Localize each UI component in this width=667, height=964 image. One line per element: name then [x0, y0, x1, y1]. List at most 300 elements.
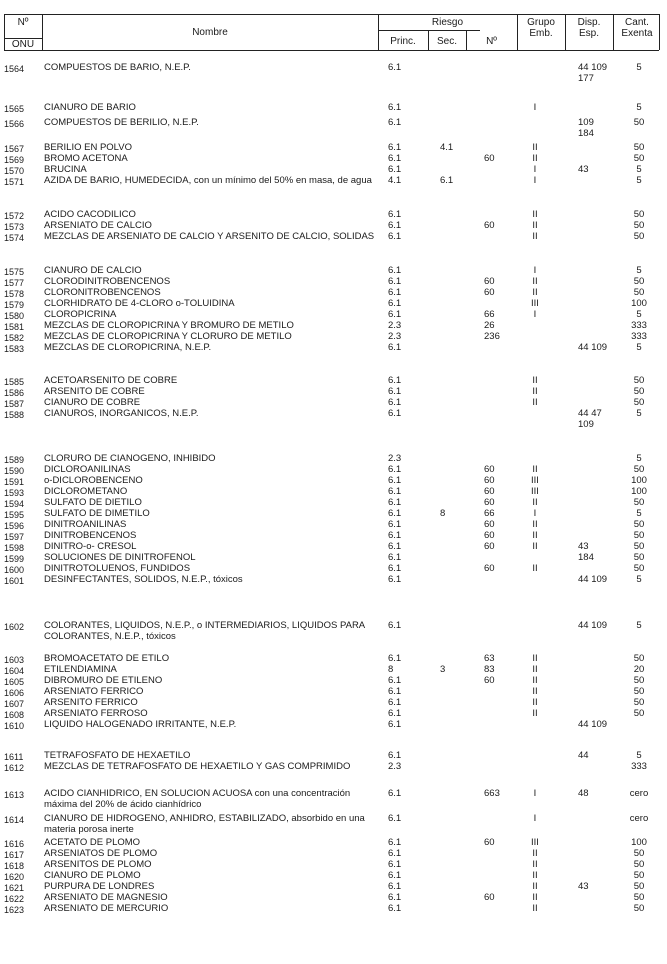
- substance-name: MEZCLAS DE TETRAFOSFATO DE HEXAETILO Y GAS COMPRIMIDO: [44, 761, 351, 772]
- onu-number: 1606: [4, 688, 25, 698]
- substance-name: ARSENITO FERRICO: [44, 697, 138, 708]
- exempt-quantity: 50: [633, 708, 645, 719]
- substance-name: SOLUCIONES DE DINITROFENOL: [44, 552, 196, 563]
- special-provisions: 44 47 109: [578, 408, 602, 430]
- special-provisions: 44 109: [578, 574, 608, 585]
- risk-principal: 6.1: [388, 859, 402, 870]
- special-provisions: 184: [578, 552, 594, 563]
- onu-number: 1602: [4, 622, 25, 632]
- header-no-label: Nº: [17, 17, 29, 28]
- substance-name: MEZCLAS DE CLOROPICRINA, N.E.P.: [44, 342, 212, 353]
- risk-number: 60: [484, 220, 495, 231]
- packing-group: II: [532, 881, 538, 892]
- onu-number: 1605: [4, 677, 25, 687]
- packing-group: II: [532, 686, 538, 697]
- risk-principal: 6.1: [388, 574, 402, 585]
- substance-name: CIANURO DE PLOMO: [44, 870, 141, 881]
- risk-principal: 6.1: [388, 209, 402, 220]
- onu-number: 1581: [4, 322, 25, 332]
- risk-principal: 6.1: [388, 837, 402, 848]
- risk-principal: 6.1: [388, 708, 402, 719]
- substance-name: ARSENIATOS DE PLOMO: [44, 848, 158, 859]
- exempt-quantity: 50: [633, 153, 645, 164]
- risk-number: 66: [484, 508, 495, 519]
- header-col-divider-disp: [613, 14, 614, 50]
- risk-principal: 6.1: [388, 386, 402, 397]
- packing-group: I: [533, 788, 537, 799]
- packing-group: I: [533, 265, 537, 276]
- risk-principal: 6.1: [388, 653, 402, 664]
- risk-principal: 6.1: [388, 265, 402, 276]
- risk-number: 63: [484, 653, 495, 664]
- exempt-quantity: 50: [633, 464, 645, 475]
- onu-number: 1571: [4, 177, 25, 187]
- substance-name: o-DICLOROBENCENO: [44, 475, 143, 486]
- onu-number: 1598: [4, 543, 25, 553]
- substance-name: SULFATO DE DIMETILO: [44, 508, 150, 519]
- packing-group: II: [532, 848, 538, 859]
- packing-group: II: [532, 697, 538, 708]
- exempt-quantity: 50: [633, 892, 645, 903]
- risk-principal: 6.1: [388, 102, 402, 113]
- onu-number: 1587: [4, 399, 25, 409]
- packing-group: II: [532, 276, 538, 287]
- substance-name: DINITROBENCENOS: [44, 530, 137, 541]
- packing-group: II: [532, 530, 538, 541]
- packing-group: II: [532, 287, 538, 298]
- risk-principal: 6.1: [388, 497, 402, 508]
- risk-secondary: 6.1: [440, 175, 454, 186]
- onu-number: 1589: [4, 455, 25, 465]
- exempt-quantity: 50: [633, 903, 645, 914]
- risk-principal: 6.1: [388, 519, 402, 530]
- risk-principal: 2.3: [388, 331, 402, 342]
- header-princ-label: Princ.: [390, 36, 416, 47]
- onu-number: 1622: [4, 894, 25, 904]
- risk-principal: 6.1: [388, 475, 402, 486]
- special-provisions: 44 109: [578, 620, 608, 631]
- substance-name: BERILIO EN POLVO: [44, 142, 132, 153]
- packing-group: II: [532, 375, 538, 386]
- exempt-quantity: 50: [633, 881, 645, 892]
- exempt-quantity: 5: [636, 265, 642, 276]
- risk-principal: 6.1: [388, 397, 402, 408]
- onu-number: 1608: [4, 710, 25, 720]
- onu-number: 1564: [4, 64, 25, 74]
- exempt-quantity: 5: [636, 102, 642, 113]
- packing-group: I: [533, 508, 537, 519]
- risk-principal: 6.1: [388, 750, 402, 761]
- onu-number: 1583: [4, 344, 25, 354]
- onu-number: 1596: [4, 521, 25, 531]
- risk-principal: 6.1: [388, 870, 402, 881]
- exempt-quantity: 50: [633, 519, 645, 530]
- risk-number: 60: [484, 530, 495, 541]
- risk-principal: 6.1: [388, 848, 402, 859]
- onu-number: 1579: [4, 300, 25, 310]
- substance-name: BROMO ACETONA: [44, 153, 128, 164]
- risk-number: 66: [484, 309, 495, 320]
- risk-number: 60: [484, 837, 495, 848]
- header-name-label: Nombre: [192, 27, 228, 38]
- onu-number: 1566: [4, 119, 25, 129]
- substance-name: DICLOROMETANO: [44, 486, 128, 497]
- substance-name: CLORURO DE CIANOGENO, INHIBIDO: [44, 453, 216, 464]
- exempt-quantity: cero: [629, 813, 649, 824]
- substance-name: PURPURA DE LONDRES: [44, 881, 155, 892]
- packing-group: II: [532, 664, 538, 675]
- risk-principal: 6.1: [388, 276, 402, 287]
- risk-principal: 6.1: [388, 788, 402, 799]
- risk-number: 60: [484, 486, 495, 497]
- special-provisions: 48: [578, 788, 589, 799]
- header-riesgo-label: Riesgo: [431, 17, 464, 28]
- packing-group: II: [532, 541, 538, 552]
- risk-principal: 6.1: [388, 563, 402, 574]
- risk-principal: 6.1: [388, 675, 402, 686]
- exempt-quantity: 100: [631, 837, 647, 848]
- substance-name: DINITROANILINAS: [44, 519, 127, 530]
- risk-principal: 6.1: [388, 903, 402, 914]
- onu-number: 1600: [4, 565, 25, 575]
- substance-name: MEZCLAS DE CLOROPICRINA Y BROMURO DE METILO: [44, 320, 294, 331]
- substance-name: TETRAFOSFATO DE HEXAETILO: [44, 750, 191, 761]
- exempt-quantity: 5: [636, 408, 642, 419]
- exempt-quantity: 20: [633, 664, 645, 675]
- packing-group: II: [532, 386, 538, 397]
- substance-name: ARSENIATO DE MAGNESIO: [44, 892, 168, 903]
- exempt-quantity: 5: [636, 574, 642, 585]
- substance-name: ACETATO DE PLOMO: [44, 837, 141, 848]
- substance-name: ARSENIATO FERROSO: [44, 708, 148, 719]
- special-provisions: 44 109: [578, 719, 608, 730]
- risk-principal: 6.1: [388, 508, 402, 519]
- packing-group: II: [532, 892, 538, 903]
- header-riesgo-rule: [378, 30, 480, 31]
- exempt-quantity: 5: [636, 508, 642, 519]
- packing-group: II: [532, 870, 538, 881]
- exempt-quantity: 50: [633, 675, 645, 686]
- risk-principal: 6.1: [388, 342, 402, 353]
- onu-number: 1570: [4, 166, 25, 176]
- onu-number: 1599: [4, 554, 25, 564]
- onu-number: 1580: [4, 311, 25, 321]
- onu-number: 1569: [4, 155, 25, 165]
- substance-name: ARSENIATO DE MERCURIO: [44, 903, 169, 914]
- substance-name: ARSENITOS DE PLOMO: [44, 859, 152, 870]
- onu-number: 1588: [4, 410, 25, 420]
- exempt-quantity: 50: [633, 231, 645, 242]
- risk-principal: 6.1: [388, 892, 402, 903]
- onu-number: 1616: [4, 839, 25, 849]
- packing-group: II: [532, 675, 538, 686]
- packing-group: II: [532, 903, 538, 914]
- exempt-quantity: 50: [633, 653, 645, 664]
- risk-number: 26: [484, 320, 495, 331]
- packing-group: I: [533, 164, 537, 175]
- risk-secondary: 8: [440, 508, 446, 519]
- risk-principal: 6.1: [388, 62, 402, 73]
- substance-name: ETILENDIAMINA: [44, 664, 117, 675]
- onu-number: 1565: [4, 104, 25, 114]
- packing-group: II: [532, 497, 538, 508]
- risk-principal: 6.1: [388, 686, 402, 697]
- substance-name: CLOROPICRINA: [44, 309, 117, 320]
- onu-number: 1586: [4, 388, 25, 398]
- risk-principal: 4.1: [388, 175, 402, 186]
- exempt-quantity: 50: [633, 386, 645, 397]
- exempt-quantity: 333: [631, 331, 647, 342]
- special-provisions: 44 109: [578, 342, 608, 353]
- risk-number: 60: [484, 675, 495, 686]
- exempt-quantity: 50: [633, 530, 645, 541]
- substance-name: DIBROMURO DE ETILENO: [44, 675, 163, 686]
- risk-number: 60: [484, 464, 495, 475]
- onu-number: 1582: [4, 333, 25, 343]
- risk-principal: 6.1: [388, 287, 402, 298]
- exempt-quantity: 50: [633, 220, 645, 231]
- packing-group: I: [533, 309, 537, 320]
- packing-group: I: [533, 813, 537, 824]
- exempt-quantity: cero: [629, 788, 649, 799]
- risk-number: 83: [484, 664, 495, 675]
- substance-name: CLORHIDRATO DE 4-CLORO o-TOLUIDINA: [44, 298, 235, 309]
- packing-group: II: [532, 220, 538, 231]
- risk-number: 60: [484, 563, 495, 574]
- exempt-quantity: 5: [636, 342, 642, 353]
- packing-group: III: [531, 837, 539, 848]
- special-provisions: 43: [578, 164, 589, 175]
- packing-group: III: [531, 298, 539, 309]
- substance-name: AZIDA DE BARIO, HUMEDECIDA, con un mínimo del 50% en masa, de agua: [44, 175, 372, 186]
- packing-group: II: [532, 142, 538, 153]
- risk-principal: 2.3: [388, 453, 402, 464]
- risk-principal: 6.1: [388, 552, 402, 563]
- risk-principal: 6.1: [388, 408, 402, 419]
- risk-number: 236: [484, 331, 500, 342]
- exempt-quantity: 333: [631, 320, 647, 331]
- exempt-quantity: 100: [631, 475, 647, 486]
- risk-principal: 8: [388, 664, 394, 675]
- onu-number: 1578: [4, 289, 25, 299]
- header-num-label: Nº: [486, 36, 497, 47]
- substance-name: CIANURO DE CALCIO: [44, 265, 142, 276]
- risk-secondary: 3: [440, 664, 446, 675]
- risk-principal: 6.1: [388, 164, 402, 175]
- substance-name: DINITRO-o- CRESOL: [44, 541, 137, 552]
- risk-principal: 6.1: [388, 309, 402, 320]
- header-sec-label: Sec.: [436, 36, 457, 47]
- onu-number: 1567: [4, 144, 25, 154]
- risk-principal: 6.1: [388, 813, 402, 824]
- substance-name: DINITROTOLUENOS, FUNDIDOS: [44, 563, 191, 574]
- packing-group: II: [532, 519, 538, 530]
- exempt-quantity: 50: [633, 276, 645, 287]
- risk-principal: 6.1: [388, 117, 402, 128]
- substance-name: ACIDO CIANHIDRICO, EN SOLUCION ACUOSA con una concentración máxima del 20% de ácido cianhídrico: [44, 788, 351, 810]
- exempt-quantity: 5: [636, 175, 642, 186]
- onu-number: 1617: [4, 850, 25, 860]
- header-grupo-label: Grupo Emb.: [527, 17, 555, 39]
- exempt-quantity: 50: [633, 117, 645, 128]
- onu-number: 1610: [4, 721, 25, 731]
- packing-group: III: [531, 486, 539, 497]
- onu-number: 1601: [4, 576, 25, 586]
- onu-number: 1612: [4, 763, 25, 773]
- exempt-quantity: 50: [633, 859, 645, 870]
- risk-number: 60: [484, 541, 495, 552]
- substance-name: DICLOROANILINAS: [44, 464, 131, 475]
- exempt-quantity: 333: [631, 761, 647, 772]
- risk-principal: 6.1: [388, 620, 402, 631]
- exempt-quantity: 50: [633, 541, 645, 552]
- substance-name: DESINFECTANTES, SOLIDOS, N.E.P., tóxicos: [44, 574, 243, 585]
- substance-name: COLORANTES, LIQUIDOS, N.E.P., o INTERMEDIARIOS, LIQUIDOS PARA COLORANTES, N.E.P., tóxicos: [44, 620, 365, 642]
- substance-name: CLORODINITROBENCENOS: [44, 276, 171, 287]
- exempt-quantity: 50: [633, 209, 645, 220]
- substance-name: ACIDO CACODILICO: [44, 209, 136, 220]
- risk-principal: 6.1: [388, 881, 402, 892]
- packing-group: II: [532, 464, 538, 475]
- header-top-rule: [4, 14, 659, 15]
- risk-number: 60: [484, 892, 495, 903]
- special-provisions: 109 184: [578, 117, 594, 139]
- packing-group: I: [533, 102, 537, 113]
- onu-number: 1594: [4, 499, 25, 509]
- onu-number: 1623: [4, 905, 25, 915]
- substance-name: ARSENIATO FERRICO: [44, 686, 144, 697]
- onu-number: 1591: [4, 477, 25, 487]
- onu-number: 1593: [4, 488, 25, 498]
- substance-name: ARSENIATO DE CALCIO: [44, 220, 152, 231]
- special-provisions: 43: [578, 541, 589, 552]
- header-onu-label: ONU: [11, 39, 35, 50]
- exempt-quantity: 50: [633, 697, 645, 708]
- risk-principal: 6.1: [388, 153, 402, 164]
- exempt-quantity: 5: [636, 164, 642, 175]
- header-right-rule: [659, 14, 660, 50]
- onu-number: 1620: [4, 872, 25, 882]
- exempt-quantity: 100: [631, 298, 647, 309]
- packing-group: II: [532, 859, 538, 870]
- substance-name: BROMOACETATO DE ETILO: [44, 653, 170, 664]
- exempt-quantity: 50: [633, 397, 645, 408]
- risk-principal: 6.1: [388, 231, 402, 242]
- onu-number: 1595: [4, 510, 25, 520]
- onu-number: 1585: [4, 377, 25, 387]
- exempt-quantity: 50: [633, 848, 645, 859]
- onu-number: 1572: [4, 211, 25, 221]
- header-disp-label: Disp. Esp.: [577, 17, 601, 39]
- risk-principal: 6.1: [388, 697, 402, 708]
- risk-principal: 6.1: [388, 486, 402, 497]
- substance-name: CIANURO DE BARIO: [44, 102, 136, 113]
- substance-name: CLORONITROBENCENOS: [44, 287, 161, 298]
- risk-principal: 6.1: [388, 298, 402, 309]
- risk-number: 60: [484, 475, 495, 486]
- packing-group: II: [532, 153, 538, 164]
- substance-name: CIANUROS, INORGANICOS, N.E.P.: [44, 408, 199, 419]
- exempt-quantity: 5: [636, 62, 642, 73]
- risk-principal: 6.1: [388, 719, 402, 730]
- onu-number: 1590: [4, 466, 25, 476]
- substance-name: COMPUESTOS DE BARIO, N.E.P.: [44, 62, 191, 73]
- risk-principal: 6.1: [388, 375, 402, 386]
- substance-name: ARSENITO DE COBRE: [44, 386, 145, 397]
- onu-number: 1621: [4, 883, 25, 893]
- substance-name: LIQUIDO HALOGENADO IRRITANTE, N.E.P.: [44, 719, 237, 730]
- risk-principal: 6.1: [388, 142, 402, 153]
- risk-principal: 6.1: [388, 541, 402, 552]
- substance-name: MEZCLAS DE CLOROPICRINA Y CLORURO DE METILO: [44, 331, 292, 342]
- risk-number: 60: [484, 276, 495, 287]
- substance-name: COMPUESTOS DE BERILIO, N.E.P.: [44, 117, 199, 128]
- substance-name: CIANURO DE HIDROGENO, ANHIDRO, ESTABILIZADO, absorbido en una materia porosa inerte: [44, 813, 365, 835]
- onu-number: 1614: [4, 815, 25, 825]
- risk-principal: 6.1: [388, 464, 402, 475]
- exempt-quantity: 5: [636, 750, 642, 761]
- exempt-quantity: 50: [633, 287, 645, 298]
- packing-group: II: [532, 397, 538, 408]
- onu-number: 1603: [4, 655, 25, 665]
- packing-group: II: [532, 563, 538, 574]
- onu-number: 1604: [4, 666, 25, 676]
- packing-group: I: [533, 175, 537, 186]
- header-cant-label: Cant. Exenta: [621, 17, 653, 39]
- header-bottom-rule: [4, 50, 659, 51]
- onu-number: 1613: [4, 790, 25, 800]
- onu-number: 1611: [4, 752, 24, 762]
- special-provisions: 44: [578, 750, 589, 761]
- substance-name: BRUCINA: [44, 164, 87, 175]
- substance-name: CIANURO DE COBRE: [44, 397, 141, 408]
- risk-number: 60: [484, 287, 495, 298]
- substance-name: SULFATO DE DIETILO: [44, 497, 142, 508]
- risk-number: 663: [484, 788, 500, 799]
- exempt-quantity: 50: [633, 142, 645, 153]
- special-provisions: 44 109 177: [578, 62, 608, 84]
- exempt-quantity: 50: [633, 563, 645, 574]
- risk-principal: 6.1: [388, 220, 402, 231]
- exempt-quantity: 50: [633, 870, 645, 881]
- exempt-quantity: 50: [633, 686, 645, 697]
- risk-principal: 2.3: [388, 761, 402, 772]
- special-provisions: 43: [578, 881, 589, 892]
- risk-number: 60: [484, 519, 495, 530]
- risk-secondary: 4.1: [440, 142, 454, 153]
- exempt-quantity: 5: [636, 620, 642, 631]
- substance-name: MEZCLAS DE ARSENIATO DE CALCIO Y ARSENITO DE CALCIO, SOLIDAS: [44, 231, 375, 242]
- onu-number: 1574: [4, 233, 25, 243]
- onu-number: 1607: [4, 699, 25, 709]
- substance-name: ACETOARSENITO DE COBRE: [44, 375, 178, 386]
- onu-number: 1597: [4, 532, 25, 542]
- packing-group: III: [531, 475, 539, 486]
- onu-number: 1575: [4, 267, 25, 277]
- exempt-quantity: 50: [633, 552, 645, 563]
- packing-group: II: [532, 708, 538, 719]
- exempt-quantity: 100: [631, 486, 647, 497]
- risk-principal: 2.3: [388, 320, 402, 331]
- header-col-divider-grupo: [565, 14, 566, 50]
- packing-group: II: [532, 231, 538, 242]
- exempt-quantity: 50: [633, 497, 645, 508]
- exempt-quantity: 5: [636, 453, 642, 464]
- header-col-divider-num: [517, 14, 518, 50]
- onu-number: 1573: [4, 222, 25, 232]
- risk-principal: 6.1: [388, 530, 402, 541]
- packing-group: II: [532, 209, 538, 220]
